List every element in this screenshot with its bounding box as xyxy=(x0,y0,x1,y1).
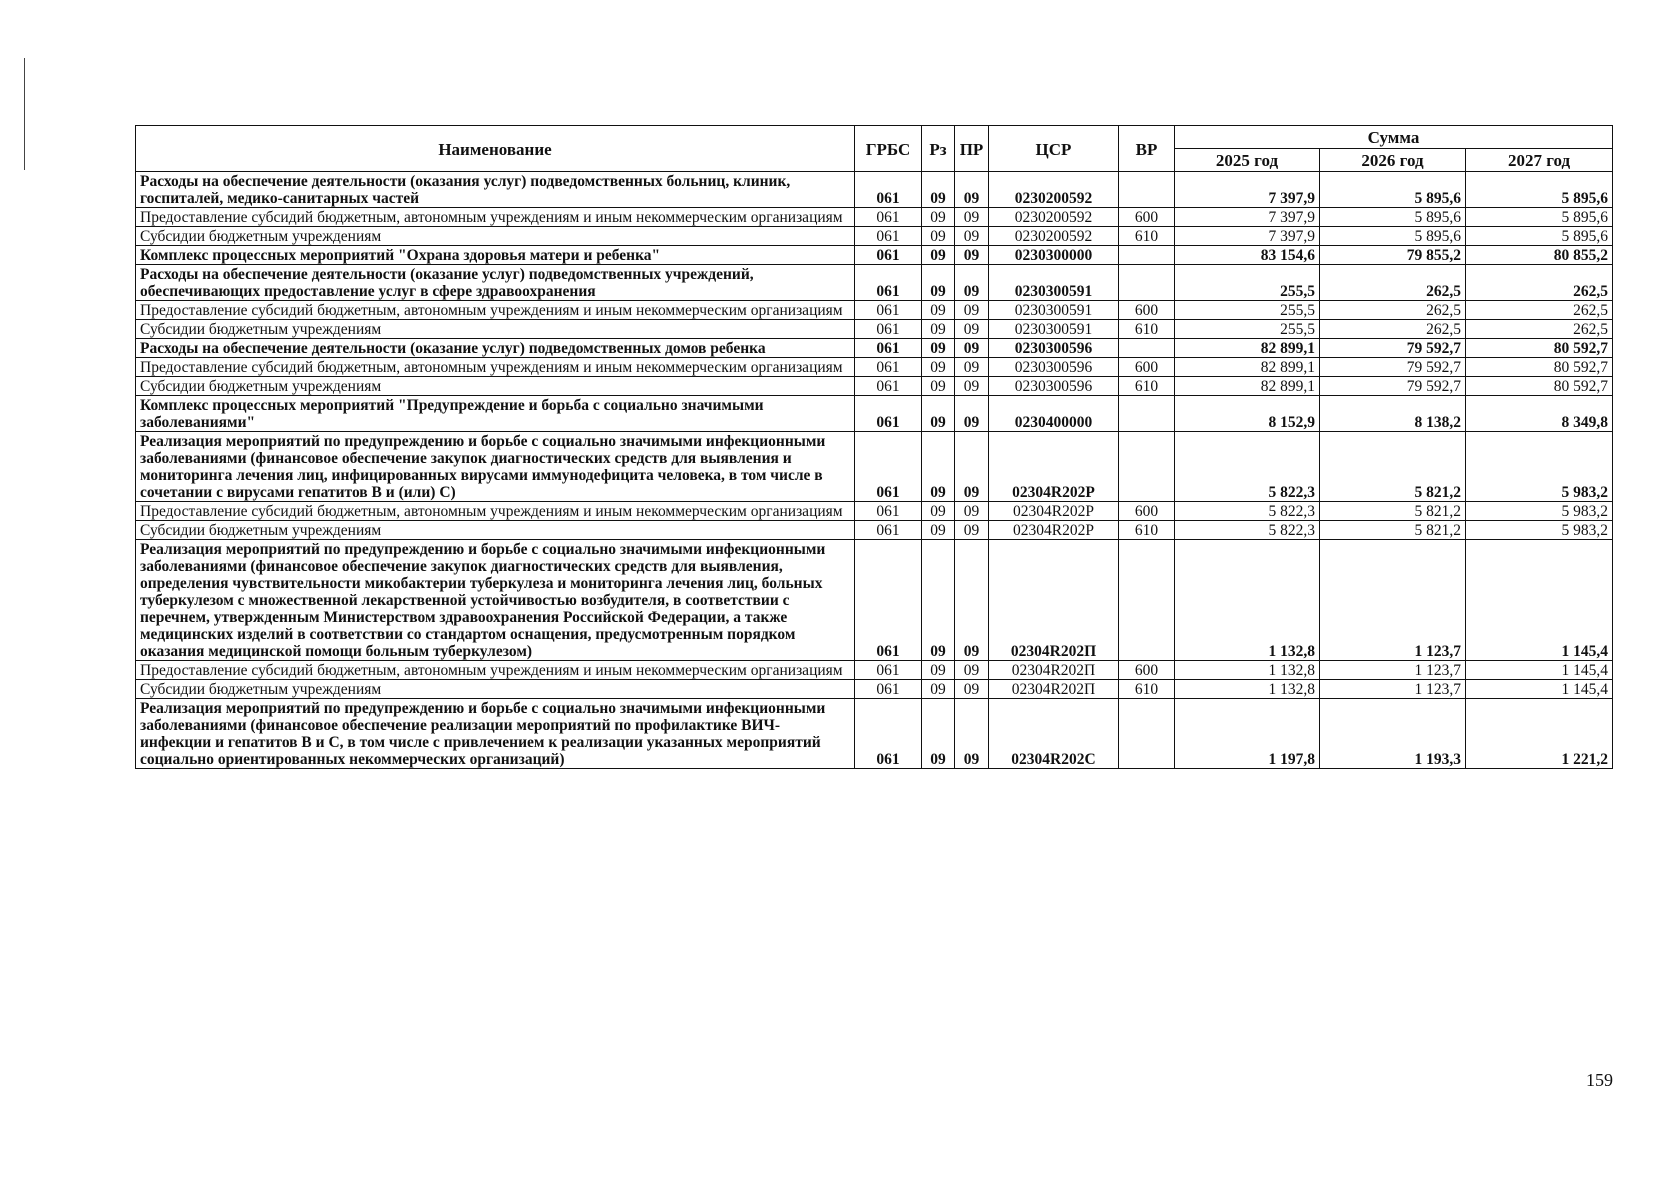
row-pr: 09 xyxy=(955,246,989,265)
row-sum-2026: 5 895,6 xyxy=(1320,227,1466,246)
row-csr: 02304R202П xyxy=(989,540,1119,661)
row-name: Расходы на обеспечение деятельности (оказания услуг) подведомственных больниц, клиник, госпиталей, медико-санитарных частей xyxy=(136,172,855,208)
row-sum-2026: 79 592,7 xyxy=(1320,358,1466,377)
row-grbs: 061 xyxy=(855,339,922,358)
row-sum-2025: 5 822,3 xyxy=(1175,432,1320,502)
row-grbs: 061 xyxy=(855,358,922,377)
table-row xyxy=(136,699,1613,769)
row-name: Реализация мероприятий по предупреждению и борьбе с социально значимыми инфекционными заболеваниями (финансовое обеспечение закупок диагностических средств для выявления, определения чувствительности микобактерии туберкулеза и мониторинга лечения лиц, больных туберкулезом с множественной лекарственной устойчивостью возбудителя, в соответствии с перечнем, утвержденным Министерством здравоохранения Российской Федерации, а также медицинских изделий в соответствии со стандартом оснащения, предусмотренным порядком оказания медицинской помощи больным туберкулезом) xyxy=(136,540,855,661)
row-sum-2025: 1 132,8 xyxy=(1175,661,1320,680)
row-sum-2025: 7 397,9 xyxy=(1175,227,1320,246)
row-sum-2025: 8 152,9 xyxy=(1175,396,1320,432)
row-rz: 09 xyxy=(922,396,955,432)
row-sum-2027: 5 983,2 xyxy=(1466,502,1613,521)
row-name: Субсидии бюджетным учреждениям xyxy=(136,227,855,246)
row-grbs: 061 xyxy=(855,661,922,680)
row-rz: 09 xyxy=(922,432,955,502)
row-name: Расходы на обеспечение деятельности (оказание услуг) подведомственных учреждений, обеспечивающих предоставление услуг в сфере здравоохранения xyxy=(136,265,855,301)
row-csr: 02304R202C xyxy=(989,699,1119,769)
table-row xyxy=(136,208,1613,227)
row-rz: 09 xyxy=(922,540,955,661)
table-row xyxy=(136,661,1613,680)
row-name: Субсидии бюджетным учреждениям xyxy=(136,521,855,540)
row-name: Предоставление субсидий бюджетным, автономным учреждениям и иным некоммерческим организациям xyxy=(136,358,855,377)
row-pr: 09 xyxy=(955,227,989,246)
row-sum-2025: 1 132,8 xyxy=(1175,540,1320,661)
row-sum-2026: 262,5 xyxy=(1320,320,1466,339)
row-rz: 09 xyxy=(922,320,955,339)
row-sum-2027: 80 592,7 xyxy=(1466,339,1613,358)
table-row xyxy=(136,521,1613,540)
row-rz: 09 xyxy=(922,301,955,320)
row-rz: 09 xyxy=(922,172,955,208)
row-sum-2025: 7 397,9 xyxy=(1175,208,1320,227)
row-sum-2026: 1 123,7 xyxy=(1320,661,1466,680)
row-pr: 09 xyxy=(955,320,989,339)
row-rz: 09 xyxy=(922,265,955,301)
row-vr: 610 xyxy=(1119,320,1175,339)
row-name: Реализация мероприятий по предупреждению и борьбе с социально значимыми инфекционными заболеваниями (финансовое обеспечение закупок диагностических средств для выявления и мониторинга лечения лиц, инфицированных вирусами иммунодефицита человека, в том числе в сочетании с вирусами гепатитов В и (или) С) xyxy=(136,432,855,502)
row-sum-2025: 255,5 xyxy=(1175,265,1320,301)
row-sum-2026: 1 193,3 xyxy=(1320,699,1466,769)
table-row xyxy=(136,246,1613,265)
row-grbs: 061 xyxy=(855,320,922,339)
row-rz: 09 xyxy=(922,246,955,265)
row-grbs: 061 xyxy=(855,699,922,769)
row-name: Предоставление субсидий бюджетным, автономным учреждениям и иным некоммерческим организациям xyxy=(136,502,855,521)
row-rz: 09 xyxy=(922,208,955,227)
row-rz: 09 xyxy=(922,358,955,377)
row-sum-2027: 262,5 xyxy=(1466,320,1613,339)
row-sum-2027: 80 855,2 xyxy=(1466,246,1613,265)
row-grbs: 061 xyxy=(855,396,922,432)
row-sum-2027: 1 145,4 xyxy=(1466,540,1613,661)
row-pr: 09 xyxy=(955,377,989,396)
row-sum-2025: 82 899,1 xyxy=(1175,358,1320,377)
header-rz: Рз xyxy=(922,126,955,172)
row-sum-2027: 5 895,6 xyxy=(1466,172,1613,208)
row-sum-2027: 1 145,4 xyxy=(1466,661,1613,680)
row-sum-2026: 5 821,2 xyxy=(1320,432,1466,502)
row-sum-2027: 5 983,2 xyxy=(1466,521,1613,540)
row-rz: 09 xyxy=(922,227,955,246)
row-sum-2025: 5 822,3 xyxy=(1175,502,1320,521)
row-name: Предоставление субсидий бюджетным, автономным учреждениям и иным некоммерческим организациям xyxy=(136,661,855,680)
row-pr: 09 xyxy=(955,540,989,661)
table-row xyxy=(136,172,1613,208)
row-rz: 09 xyxy=(922,521,955,540)
row-vr: 610 xyxy=(1119,521,1175,540)
row-sum-2026: 1 123,7 xyxy=(1320,680,1466,699)
row-vr: 600 xyxy=(1119,502,1175,521)
row-pr: 09 xyxy=(955,661,989,680)
row-sum-2026: 8 138,2 xyxy=(1320,396,1466,432)
row-sum-2026: 79 592,7 xyxy=(1320,377,1466,396)
row-name: Предоставление субсидий бюджетным, автономным учреждениям и иным некоммерческим организациям xyxy=(136,208,855,227)
row-pr: 09 xyxy=(955,208,989,227)
row-csr: 0230300596 xyxy=(989,377,1119,396)
row-csr: 02304R202P xyxy=(989,432,1119,502)
row-sum-2027: 80 592,7 xyxy=(1466,377,1613,396)
row-sum-2025: 1 197,8 xyxy=(1175,699,1320,769)
table-row xyxy=(136,432,1613,502)
row-sum-2026: 262,5 xyxy=(1320,301,1466,320)
row-csr: 02304R202П xyxy=(989,661,1119,680)
table-row xyxy=(136,680,1613,699)
row-csr: 0230300596 xyxy=(989,358,1119,377)
row-csr: 0230300591 xyxy=(989,320,1119,339)
table-row xyxy=(136,540,1613,661)
row-sum-2027: 5 983,2 xyxy=(1466,432,1613,502)
row-csr: 0230300596 xyxy=(989,339,1119,358)
row-name: Субсидии бюджетным учреждениям xyxy=(136,680,855,699)
table-row xyxy=(136,358,1613,377)
row-pr: 09 xyxy=(955,432,989,502)
row-vr xyxy=(1119,699,1175,769)
row-sum-2025: 83 154,6 xyxy=(1175,246,1320,265)
row-pr: 09 xyxy=(955,358,989,377)
row-vr xyxy=(1119,540,1175,661)
row-sum-2026: 262,5 xyxy=(1320,265,1466,301)
row-vr: 600 xyxy=(1119,358,1175,377)
row-name: Субсидии бюджетным учреждениям xyxy=(136,377,855,396)
row-pr: 09 xyxy=(955,301,989,320)
row-pr: 09 xyxy=(955,339,989,358)
table-row xyxy=(136,377,1613,396)
row-grbs: 061 xyxy=(855,246,922,265)
row-name: Субсидии бюджетным учреждениям xyxy=(136,320,855,339)
header-sum: Сумма xyxy=(1175,126,1613,149)
row-csr: 0230300591 xyxy=(989,301,1119,320)
row-pr: 09 xyxy=(955,699,989,769)
table-row xyxy=(136,396,1613,432)
row-csr: 02304R202P xyxy=(989,502,1119,521)
row-name: Расходы на обеспечение деятельности (оказание услуг) подведомственных домов ребенка xyxy=(136,339,855,358)
table-row xyxy=(136,320,1613,339)
row-csr: 0230200592 xyxy=(989,208,1119,227)
header-2026: 2026 год xyxy=(1320,149,1466,172)
row-sum-2026: 79 592,7 xyxy=(1320,339,1466,358)
row-csr: 0230300591 xyxy=(989,265,1119,301)
table-row xyxy=(136,265,1613,301)
row-name: Предоставление субсидий бюджетным, автономным учреждениям и иным некоммерческим организациям xyxy=(136,301,855,320)
row-rz: 09 xyxy=(922,377,955,396)
row-rz: 09 xyxy=(922,339,955,358)
row-sum-2027: 262,5 xyxy=(1466,301,1613,320)
table-row xyxy=(136,227,1613,246)
row-sum-2025: 7 397,9 xyxy=(1175,172,1320,208)
row-csr: 0230300000 xyxy=(989,246,1119,265)
header-name: Наименование xyxy=(136,126,855,172)
row-grbs: 061 xyxy=(855,208,922,227)
budget-table xyxy=(135,125,1613,769)
row-pr: 09 xyxy=(955,502,989,521)
header-grbs: ГРБС xyxy=(855,126,922,172)
row-sum-2026: 79 855,2 xyxy=(1320,246,1466,265)
row-csr: 02304R202П xyxy=(989,680,1119,699)
row-grbs: 061 xyxy=(855,540,922,661)
row-sum-2027: 80 592,7 xyxy=(1466,358,1613,377)
row-grbs: 061 xyxy=(855,172,922,208)
table-row xyxy=(136,301,1613,320)
table-row xyxy=(136,502,1613,521)
header-2025: 2025 год xyxy=(1175,149,1320,172)
row-vr: 610 xyxy=(1119,227,1175,246)
row-vr: 610 xyxy=(1119,680,1175,699)
header-pr: ПР xyxy=(955,126,989,172)
row-sum-2025: 82 899,1 xyxy=(1175,339,1320,358)
row-name: Комплекс процессных мероприятий "Предупреждение и борьба с социально значимыми заболеваниями" xyxy=(136,396,855,432)
row-sum-2025: 255,5 xyxy=(1175,320,1320,339)
row-rz: 09 xyxy=(922,680,955,699)
row-sum-2027: 1 145,4 xyxy=(1466,680,1613,699)
row-sum-2025: 82 899,1 xyxy=(1175,377,1320,396)
row-sum-2026: 1 123,7 xyxy=(1320,540,1466,661)
row-vr: 600 xyxy=(1119,661,1175,680)
row-grbs: 061 xyxy=(855,502,922,521)
row-csr: 0230400000 xyxy=(989,396,1119,432)
row-pr: 09 xyxy=(955,396,989,432)
row-sum-2027: 1 221,2 xyxy=(1466,699,1613,769)
row-rz: 09 xyxy=(922,661,955,680)
row-sum-2026: 5 821,2 xyxy=(1320,521,1466,540)
row-sum-2027: 5 895,6 xyxy=(1466,227,1613,246)
row-sum-2026: 5 895,6 xyxy=(1320,172,1466,208)
row-sum-2026: 5 895,6 xyxy=(1320,208,1466,227)
row-vr: 600 xyxy=(1119,301,1175,320)
row-pr: 09 xyxy=(955,521,989,540)
row-grbs: 061 xyxy=(855,680,922,699)
margin-mark xyxy=(24,58,25,170)
row-name: Комплекс процессных мероприятий "Охрана здоровья матери и ребенка" xyxy=(136,246,855,265)
row-csr: 0230200592 xyxy=(989,227,1119,246)
table-body xyxy=(136,172,1613,769)
row-vr: 610 xyxy=(1119,377,1175,396)
row-vr xyxy=(1119,432,1175,502)
row-vr xyxy=(1119,246,1175,265)
row-vr xyxy=(1119,265,1175,301)
row-grbs: 061 xyxy=(855,521,922,540)
row-sum-2027: 8 349,8 xyxy=(1466,396,1613,432)
row-sum-2025: 5 822,3 xyxy=(1175,521,1320,540)
header-row xyxy=(136,126,1613,149)
table-row xyxy=(136,339,1613,358)
row-grbs: 061 xyxy=(855,432,922,502)
row-vr: 600 xyxy=(1119,208,1175,227)
page-number: 159 xyxy=(1586,1070,1613,1090)
row-csr: 02304R202P xyxy=(989,521,1119,540)
row-grbs: 061 xyxy=(855,377,922,396)
row-sum-2027: 5 895,6 xyxy=(1466,208,1613,227)
row-pr: 09 xyxy=(955,265,989,301)
row-grbs: 061 xyxy=(855,265,922,301)
row-grbs: 061 xyxy=(855,301,922,320)
row-sum-2027: 262,5 xyxy=(1466,265,1613,301)
header-vr: ВР xyxy=(1119,126,1175,172)
row-vr xyxy=(1119,396,1175,432)
row-grbs: 061 xyxy=(855,227,922,246)
header-csr: ЦСР xyxy=(989,126,1119,172)
row-vr xyxy=(1119,339,1175,358)
row-name: Реализация мероприятий по предупреждению и борьбе с социально значимыми инфекционными заболеваниями (финансовое обеспечение реализации мероприятий по профилактике ВИЧ- инфекции и гепатитов В и С, в том числе с привлечением к реализации указанных мероприятий социально ориентированных некоммерческих организаций) xyxy=(136,699,855,769)
row-pr: 09 xyxy=(955,172,989,208)
header-2027: 2027 год xyxy=(1466,149,1613,172)
row-vr xyxy=(1119,172,1175,208)
row-pr: 09 xyxy=(955,680,989,699)
row-sum-2026: 5 821,2 xyxy=(1320,502,1466,521)
row-csr: 0230200592 xyxy=(989,172,1119,208)
row-rz: 09 xyxy=(922,502,955,521)
row-sum-2025: 1 132,8 xyxy=(1175,680,1320,699)
row-rz: 09 xyxy=(922,699,955,769)
row-sum-2025: 255,5 xyxy=(1175,301,1320,320)
